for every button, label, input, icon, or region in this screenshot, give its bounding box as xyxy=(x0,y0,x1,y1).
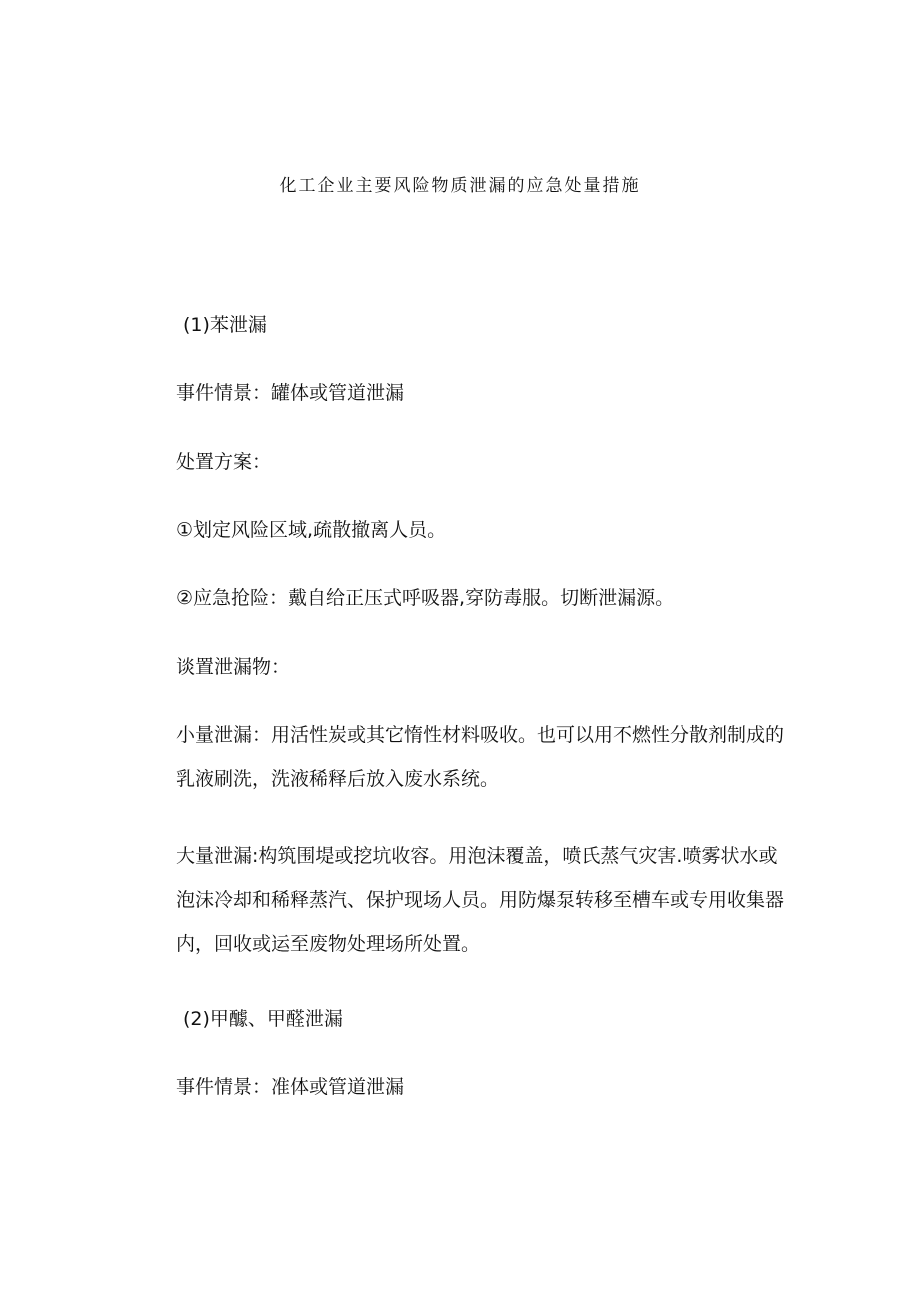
event-scenario-2: 事件情景：准体或管道泄漏 xyxy=(176,1076,405,1098)
section-heading-benzene: (1)苯泄漏 xyxy=(183,314,267,336)
small-leak-paragraph: 小量泄漏：用活性炭或其它惰性材料吸收。也可以用不燃性分散剂制成的乳液刷洗，洗液稀释后放入废水系统。 xyxy=(176,724,785,790)
document-title: 化工企业主要风险物质泄漏的应急处量措施 xyxy=(279,176,641,196)
leak-disposal-heading: 谈置泄漏物： xyxy=(176,656,291,678)
step-one: ①划定风险区域,疏散撤离人员。 xyxy=(176,519,447,541)
large-leak-paragraph: 大量泄漏:构筑围堤或挖坑收容。用泡沫覆盖，喷氏蒸气灾害.喷雾状水或泡沫冷却和稀释蒸汽、保护现场人员。用防爆泵转移至槽车或专用收集器内，回收或运至废物处理场所处置。 xyxy=(176,845,785,955)
event-scenario: 事件情景：罐体或管道泄漏 xyxy=(176,382,405,404)
step-two: ②应急抢险：戴自给正压式呼吸器,穿防毒服。切断泄漏源。 xyxy=(176,587,675,609)
disposal-plan-heading: 处置方案： xyxy=(176,451,272,473)
section-heading-methanol: (2)甲醵、甲醛泄漏 xyxy=(183,1008,343,1030)
